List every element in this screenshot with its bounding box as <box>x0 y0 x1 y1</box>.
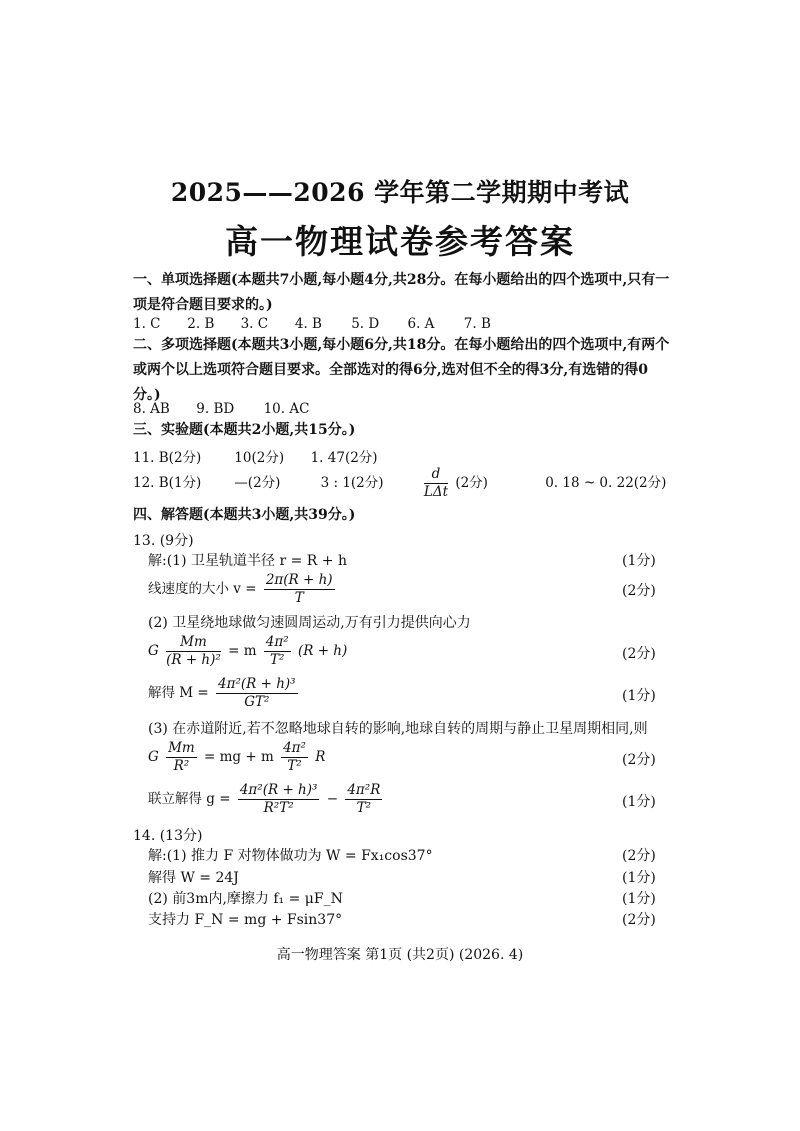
fraction <box>281 740 308 775</box>
q13-title: 13. (9分) <box>133 533 194 549</box>
fraction-numerator: Mm <box>166 634 221 652</box>
score-mark: (1分) <box>622 870 656 886</box>
answer-item: 8. AB <box>133 401 170 417</box>
q13-line1: 解:(1) 卫星轨道半径 r = R + h <box>148 553 347 569</box>
score-mark: (1分) <box>622 794 656 810</box>
equation-prefix: 线速度的大小 v = <box>148 581 257 597</box>
fraction-denominator: T² <box>270 652 285 668</box>
equation-prefix: 联立解得 g = <box>148 791 231 807</box>
exam-year-title: 2025——2026 学年第二学期期中考试 <box>170 178 630 207</box>
fraction <box>166 634 221 669</box>
fraction-denominator: T² <box>287 758 302 774</box>
fraction-numerator: 4π²(R + h)³ <box>218 676 296 692</box>
section1-heading: 一、单项选择题(本题共7小题,每小题4分,共28分。在每小题给出的四个选项中,只有一项是符合题目要求的。) <box>133 272 670 313</box>
q12-answers <box>133 466 666 501</box>
fraction <box>424 466 448 501</box>
answer-item: 6. A <box>407 316 435 332</box>
answer-item: —(2分) <box>234 475 281 491</box>
fraction <box>238 782 320 817</box>
answer-item: 2. B <box>187 316 215 332</box>
q14-line3: (2) 前3m内,摩擦力 f₁ = μF_N <box>148 891 343 907</box>
score-mark: (1分) <box>622 891 656 907</box>
fraction-numerator: 4π²R <box>347 782 381 798</box>
equation-text: − <box>326 791 339 807</box>
answer-item: 1. C <box>133 316 161 332</box>
score-mark: (2分) <box>622 583 656 599</box>
q13-line8 <box>148 782 385 817</box>
answer-item: 12. B(1分) <box>133 475 202 491</box>
fraction-numerator: 4π² <box>283 740 306 756</box>
fraction-denominator: (R + h)² <box>166 652 221 668</box>
fraction <box>264 572 335 607</box>
q13-line2 <box>148 572 338 607</box>
q14-line4: 支持力 F_N = mg + Fsin37° <box>148 912 343 928</box>
answer-item: 3. C <box>240 316 269 332</box>
fraction-denominator: T <box>294 590 304 606</box>
fraction-denominator: R² <box>173 758 190 774</box>
q14-line2: 解得 W = 24J <box>148 870 239 886</box>
answer-item: 5. D <box>351 316 380 332</box>
score-mark: (2分) <box>622 912 656 928</box>
score-mark: (2分) <box>622 646 656 662</box>
section3-heading: 三、实验题(本题共2小题,共15分。) <box>133 422 356 438</box>
section2-heading: 二、多项选择题(本题共3小题,每小题6分,共18分。在每小题给出的四个选项中,有两个或两个以上选项符合题目要求。全部选对的得6分,选对但不全的得3分,有选错的得0分。) <box>133 337 670 403</box>
fraction <box>345 782 382 817</box>
answer-item: 9. BD <box>196 401 235 417</box>
fraction-denominator: LΔt <box>423 484 449 500</box>
fraction-numerator: Mm <box>168 740 195 756</box>
score-mark: (1分) <box>622 688 656 704</box>
q11-answers <box>133 446 378 466</box>
answer-item: 1. 47(2分) <box>310 450 378 466</box>
answer-item <box>421 466 541 501</box>
answer-item: 0. 18 ~ 0. 22(2分) <box>545 475 667 491</box>
section2-answers <box>133 401 309 417</box>
equation-text: R <box>315 749 326 765</box>
answer-item: 10. AC <box>263 401 310 417</box>
q13-line4 <box>148 634 347 669</box>
equation-symbol: G <box>148 749 159 765</box>
answer-mark: (2分) <box>455 475 488 491</box>
q13-line5 <box>148 676 301 711</box>
section1-answers <box>133 316 491 332</box>
answer-item: 3 : 1(2分) <box>320 475 384 491</box>
answer-item: 11. B(2分) <box>133 450 202 466</box>
fraction-numerator: 4π²(R + h)³ <box>239 782 318 798</box>
q14-line1: 解:(1) 推力 F 对物体做功为 W = Fx₁cos37° <box>148 848 433 864</box>
fraction-denominator: R²T² <box>263 800 294 816</box>
equation-prefix: 解得 M = <box>148 685 209 701</box>
fraction <box>264 634 291 669</box>
equation-symbol: G <box>148 643 159 659</box>
fraction-numerator: 2π(R + h) <box>265 572 333 588</box>
fraction-numerator: 4π² <box>265 634 289 650</box>
score-mark: (1分) <box>622 553 656 569</box>
equation-text: = m <box>228 643 257 659</box>
equation-text: (R + h) <box>297 643 348 659</box>
answer-item: 10(2分) <box>234 450 285 466</box>
answer-item: 4. B <box>294 316 322 332</box>
q13-line6: (3) 在赤道附近,若不忽略地球自转的影响,地球自转的周期与静止卫星周期相同,则 <box>148 721 648 737</box>
score-mark: (2分) <box>622 752 656 768</box>
page-footer: 高一物理答案 第1页 (共2页) (2026. 4) <box>276 947 524 963</box>
equation-text: = mg + m <box>204 749 274 765</box>
fraction <box>216 676 298 711</box>
fraction-denominator: T² <box>356 800 372 816</box>
page-title: 高一物理试卷参考答案 <box>225 222 575 261</box>
q13-line7 <box>148 740 325 775</box>
fraction-numerator: d <box>424 466 448 484</box>
fraction-denominator: GT² <box>244 694 270 710</box>
q13-line3: (2) 卫星绕地球做匀速圆周运动,万有引力提供向心力 <box>148 615 471 631</box>
score-mark: (2分) <box>622 848 656 864</box>
answer-item: 7. B <box>463 316 491 332</box>
section4-heading: 四、解答题(本题共3小题,共39分。) <box>133 507 356 523</box>
fraction <box>166 740 197 775</box>
q14-title: 14. (13分) <box>133 828 203 844</box>
